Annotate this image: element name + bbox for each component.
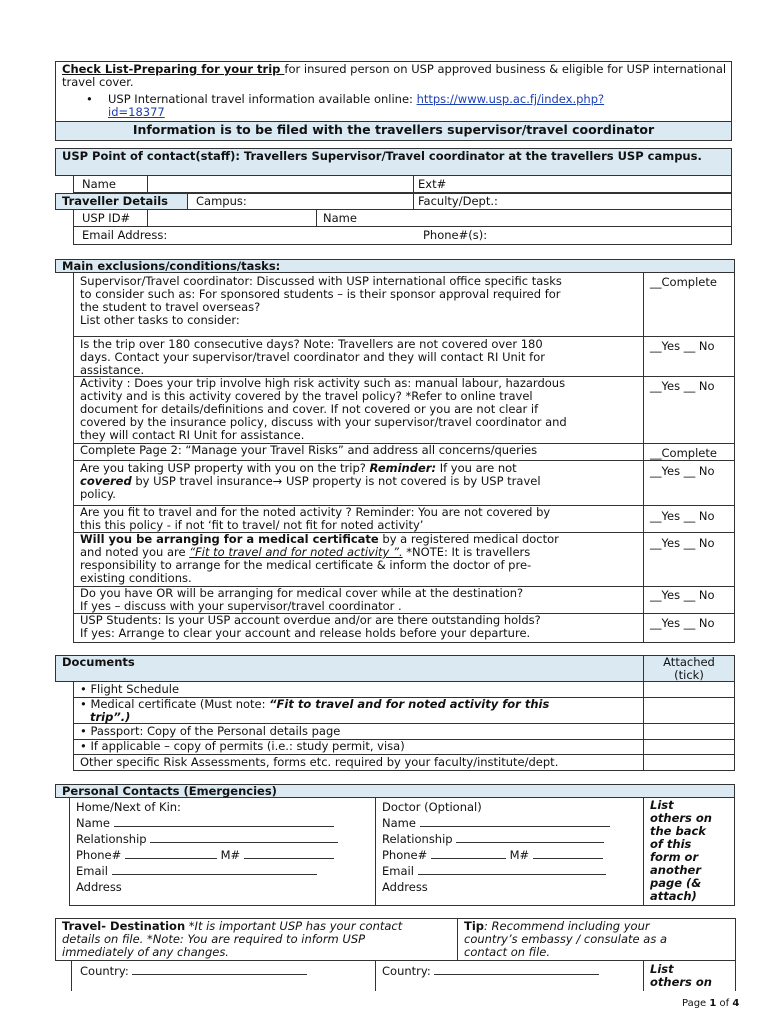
bullet-dot: • xyxy=(86,92,93,106)
doc-passport: • Passport: Copy of the Personal details page xyxy=(80,724,341,738)
exclusion-row: Activity : Does your trip involve high risk activity such as: manual labour, hazardous activity and is this activity covered by the travel policy? *Refer to online travel document for details/definitions and cover. If not covered or you are not clear if covered by the insurance policy, discuss with your supervisor/travel coordinator and they will contact RI Unit for assistance. xyxy=(80,376,567,442)
doctor-name-field[interactable]: Name xyxy=(382,815,642,831)
checklist-intro-text: for insured person on USP approved business & eligible for USP international travel cover. xyxy=(62,62,727,89)
contact-ext-label: Ext# xyxy=(418,177,447,191)
kin-name-field[interactable]: Name xyxy=(76,815,371,831)
email-row xyxy=(73,227,732,245)
status-yes-no[interactable]: __Yes __ No xyxy=(650,536,715,550)
country-field-2[interactable]: Country: xyxy=(382,964,599,978)
info-link[interactable]: https://www.usp.ac.fj/index.php? xyxy=(416,92,605,106)
kin-email-field[interactable]: Email xyxy=(76,863,371,879)
documents-heading: Documents xyxy=(62,655,135,669)
status-complete[interactable]: __Complete xyxy=(650,275,717,289)
exclusion-row: Are you taking USP property with you on the trip? Reminder: If you are not covered by USP travel insurance→ USP property is not covered is by USP travel policy. xyxy=(80,461,541,501)
traveller-name-label: Name xyxy=(323,211,357,225)
kin-relationship-field[interactable]: Relationship xyxy=(76,831,371,847)
contact-heading: USP Point of contact(staff): Travellers Supervisor/Travel coordinator at the travellers USP campus. xyxy=(62,149,702,163)
kin-address-label: Address xyxy=(76,880,122,894)
exclusion-row: Complete Page 2: “Manage your Travel Risks” and address all concerns/queries xyxy=(80,443,538,457)
doc-permits: • If applicable – copy of permits (i.e.: study permit, visa) xyxy=(80,739,405,753)
doc-flight-schedule: • Flight Schedule xyxy=(80,682,180,696)
contact-name-label: Name xyxy=(82,177,116,191)
usp-id-label: USP ID# xyxy=(82,211,131,225)
next-of-kin-block xyxy=(76,799,371,895)
phone-label: Phone#(s): xyxy=(423,228,488,242)
exclusion-row: USP Students: Is your USP account overdue and/or are there outstanding holds? If yes: Arrange to clear your account and release holds before your departure. xyxy=(80,613,541,640)
status-yes-no[interactable]: __Yes __ No xyxy=(650,509,715,523)
doctor-email-field[interactable]: Email xyxy=(382,863,642,879)
usp-id-row xyxy=(73,210,732,227)
doc-other-assessments: Other specific Risk Assessments, forms etc. required by your faculty/institute/dept. xyxy=(80,755,559,769)
bullet-text: USP International travel information available online: xyxy=(108,92,417,106)
contact-name-row xyxy=(73,176,732,193)
exclusions-divider xyxy=(643,273,644,643)
status-yes-no[interactable]: __Yes __ No xyxy=(650,616,715,630)
doctor-block xyxy=(382,799,642,895)
exclusion-row: Will you be arranging for a medical certificate by a registered medical doctor and noted you are “Fit to travel and for noted activity ”. *NOTE: It is travellers responsibility to arrange for the medical certificate & inform the doctor of pre- existing conditions. xyxy=(80,532,559,585)
campus-label: Campus: xyxy=(196,194,247,208)
traveller-details-label: Traveller Details xyxy=(62,194,168,208)
doc-medical-certificate: • Medical certificate (Must note: “Fit to travel and for noted activity for this trip”.) xyxy=(80,697,550,724)
personal-heading: Personal Contacts (Emergencies) xyxy=(62,784,277,798)
email-label: Email Address: xyxy=(82,228,168,242)
faculty-label: Faculty/Dept.: xyxy=(418,194,498,208)
doctor-phone-field[interactable]: Phone# M# xyxy=(382,847,642,863)
list-others-travel: List others on xyxy=(650,962,712,989)
checklist-intro xyxy=(62,63,727,89)
exclusions-heading: Main exclusions/conditions/tasks: xyxy=(62,259,281,273)
status-complete[interactable]: __Complete xyxy=(650,446,717,460)
doctor-relationship-field[interactable]: Relationship xyxy=(382,831,642,847)
exclusion-row: Supervisor/Travel coordinator: Discussed with USP international office specific tasks to consider such as: For sponsored students – is their sponsor approval required for the student to travel overseas? List other tasks to consider: xyxy=(80,274,562,327)
exclusion-row: Do you have OR will be arranging for medical cover while at the destination? If yes – discuss with your supervisor/travel coordinator . xyxy=(80,586,524,613)
exclusion-row: Is the trip over 180 consecutive days? Note: Travellers are not covered over 180 days. Contact your supervisor/travel coordinator and they will contact RI Unit for assistance. xyxy=(80,337,545,377)
doctor-address-label: Address xyxy=(382,880,428,894)
home-label: Home/Next of Kin: xyxy=(76,800,181,814)
status-yes-no[interactable]: __Yes __ No xyxy=(650,464,715,478)
page-number: Page 1 of 4 xyxy=(682,998,740,1009)
list-others-note: List others on the back of this form or another page (& attach) xyxy=(650,798,712,903)
exclusion-row: Are you fit to travel and for the noted activity ? Reminder: You are not covered by this this policy - if not ‘fit to travel/ not fit for noted activity’ xyxy=(80,505,551,532)
doctor-label: Doctor (Optional) xyxy=(382,800,482,814)
status-yes-no[interactable]: __Yes __ No xyxy=(650,339,715,353)
travel-note: Travel- Destination *It is important USP has your contact details on file. *Note: You are required to inform USP immediately of any changes. xyxy=(62,919,403,959)
status-yes-no[interactable]: __Yes __ No xyxy=(650,588,715,602)
checklist-title: Check List-Preparing for your trip xyxy=(62,62,285,76)
filed-note: Information is to be filed with the travellers supervisor/travel coordinator xyxy=(132,122,655,137)
kin-phone-field[interactable]: Phone# M# xyxy=(76,847,371,863)
attached-col-header: Attached (tick) xyxy=(663,655,715,682)
status-yes-no[interactable]: __Yes __ No xyxy=(650,379,715,393)
country-field-1[interactable]: Country: xyxy=(80,964,307,978)
travel-tip: Tip: Recommend including your country’s embassy / consulate as a contact on file. xyxy=(464,919,668,959)
info-link-cont[interactable]: id=18377 xyxy=(108,105,165,119)
